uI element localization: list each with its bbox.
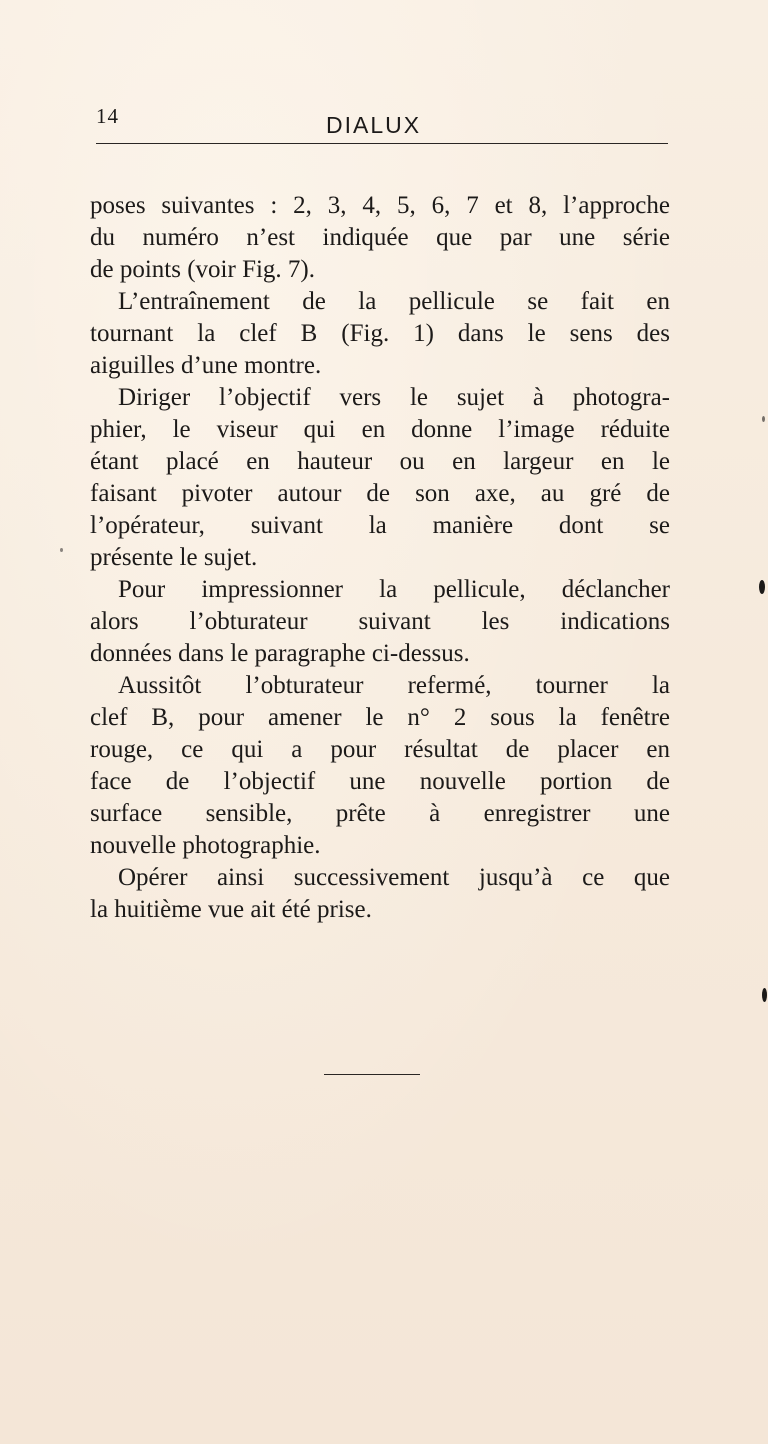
text-line: présente le sujet.: [90, 544, 258, 571]
margin-speck: [60, 548, 63, 552]
text-line: l’opérateur, suivant la manière dont se: [90, 512, 670, 539]
text-line: surface sensible, prête à enregistrer une: [90, 800, 670, 827]
margin-speck: [762, 416, 765, 422]
text-line: poses suivantes : 2, 3, 4, 5, 6, 7 et 8, l’approche: [90, 192, 670, 219]
text-line: faisant pivoter autour de son axe, au gré de: [90, 480, 670, 507]
text-line: données dans le paragraphe ci-dessus.: [90, 640, 470, 667]
text-line: Pour impressionner la pellicule, déclancher: [118, 576, 670, 603]
text-line: étant placé en hauteur ou en largeur en le: [90, 448, 670, 475]
text-line: nouvelle photographie.: [90, 832, 321, 859]
text-line: la huitième vue ait été prise.: [90, 896, 372, 923]
header-rule: [96, 143, 668, 144]
text-line: phier, le viseur qui en donne l’image réduite: [90, 416, 670, 443]
running-title: DIALUX: [326, 112, 422, 138]
text-line: Aussitôt l’obturateur refermé, tourner la: [118, 672, 670, 699]
text-line: clef B, pour amener le n° 2 sous la fenêtre: [90, 704, 670, 731]
end-rule: [324, 1074, 420, 1075]
margin-speck: [759, 580, 765, 594]
text-line: L’entraînement de la pellicule se fait en: [118, 288, 670, 315]
text-line: alors l’obturateur suivant les indications: [90, 608, 670, 635]
text-line: de points (voir Fig. 7).: [90, 256, 315, 283]
margin-speck: [762, 988, 767, 1002]
text-line: face de l’objectif une nouvelle portion de: [90, 768, 670, 795]
page-number: 14: [96, 104, 119, 128]
text-line: tournant la clef B (Fig. 1) dans le sens des: [90, 320, 670, 347]
text-line: Opérer ainsi successivement jusqu’à ce que: [118, 864, 670, 891]
page-header: [96, 104, 668, 144]
body-text: [90, 190, 670, 926]
text-line: Diriger l’objectif vers le sujet à photogra-: [118, 384, 670, 411]
text-line: du numéro n’est indiquée que par une série: [90, 224, 670, 251]
text-line: rouge, ce qui a pour résultat de placer en: [90, 736, 670, 763]
text-line: aiguilles d’une montre.: [90, 352, 322, 379]
